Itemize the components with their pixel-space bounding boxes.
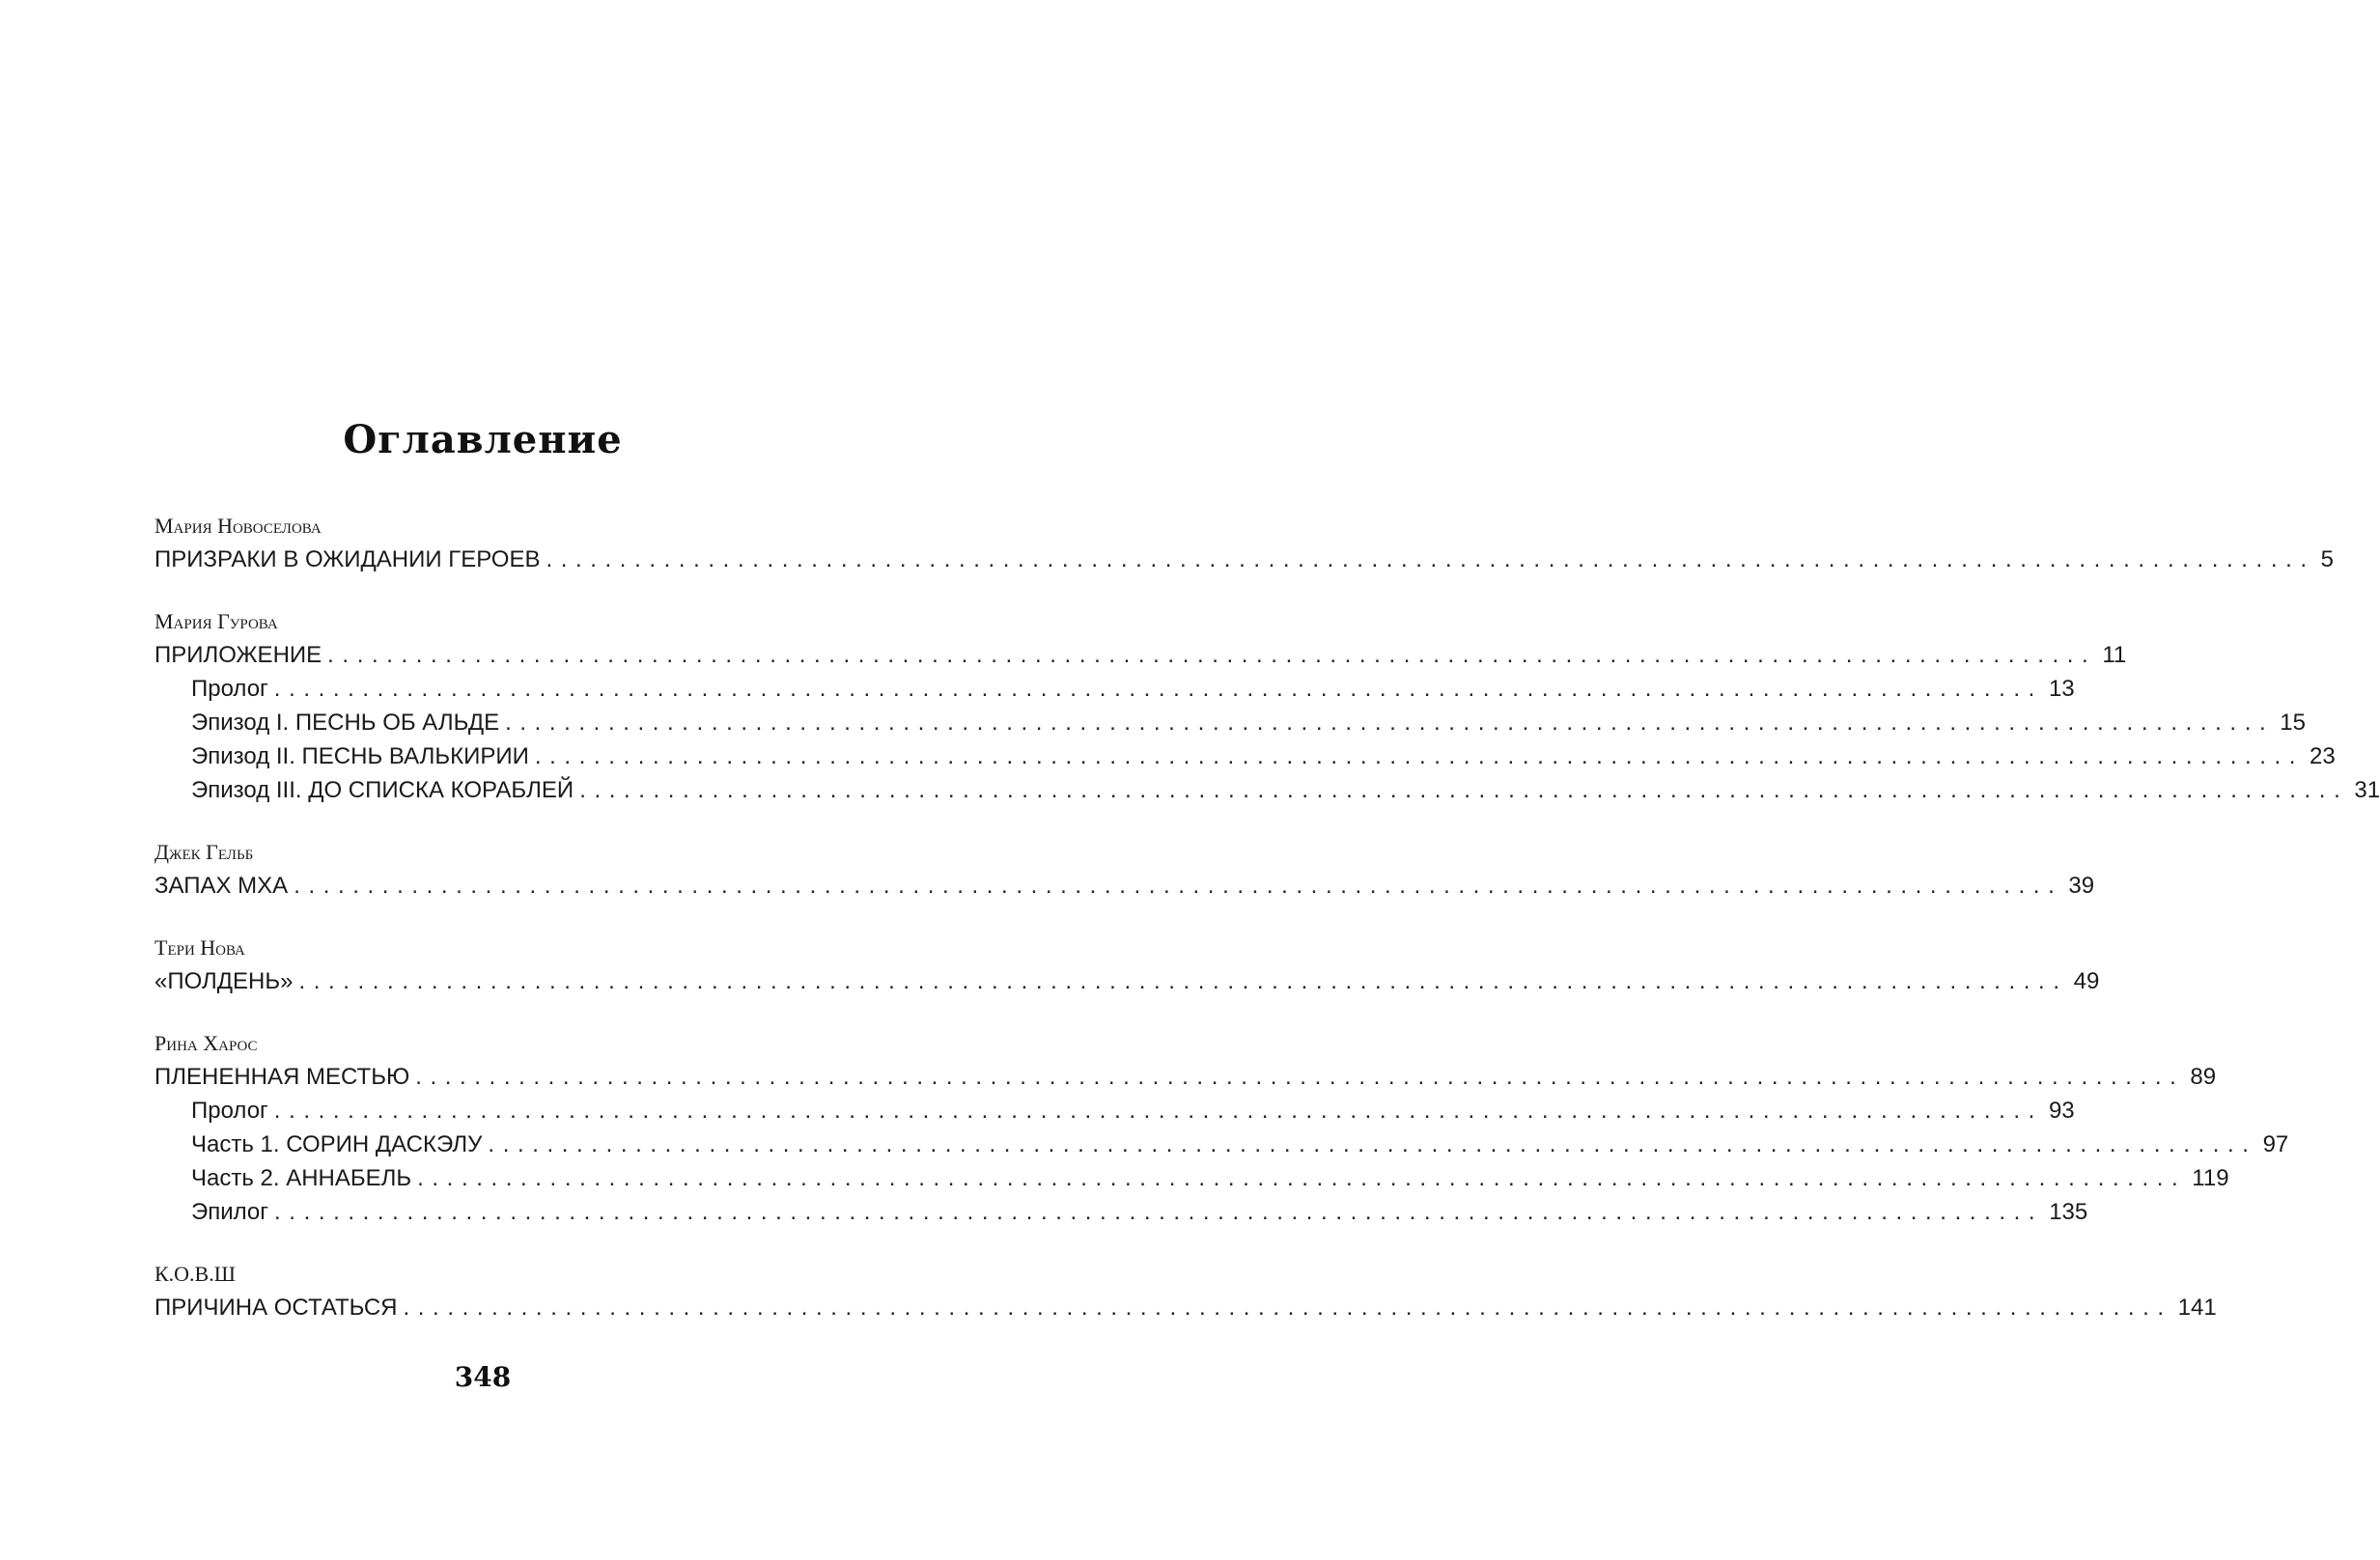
toc-subentry	[154, 706, 2306, 739]
entry-title: ПРИЛОЖЕНИЕ	[154, 642, 322, 668]
entry-title: Часть 1. СОРИН ДАСКЭЛУ	[191, 1131, 483, 1157]
dot-leader: ........................................................................................................................	[273, 676, 2043, 702]
entry-page-number: 119	[2192, 1165, 2229, 1191]
page-number: 348	[454, 1361, 512, 1393]
dot-leader: ........................................................................................................................	[415, 1064, 2185, 1090]
dot-leader: ........................................................................................................................	[488, 1131, 2257, 1157]
entry-title: Пролог	[191, 676, 268, 702]
toc-entry	[154, 1060, 2217, 1094]
entry-title: Пролог	[191, 1098, 268, 1124]
section-author: Тери Нова	[154, 935, 245, 960]
entry-page-number: 89	[2190, 1064, 2217, 1090]
entry-page-number: 5	[2320, 546, 2334, 572]
dot-leader: ........................................................................................................................	[505, 710, 2275, 736]
toc-entry	[154, 869, 2095, 903]
section-author: Мария Гурова	[154, 609, 278, 633]
section-author: К.О.В.Ш	[154, 1262, 236, 1286]
entry-page-number: 135	[2049, 1199, 2088, 1225]
dot-leader: ........................................................................................................................	[403, 1295, 2172, 1321]
section-author: Джек Гельб	[154, 840, 254, 864]
toc-entry	[154, 1291, 2217, 1324]
entry-page-number: 97	[2262, 1131, 2289, 1157]
entry-title: ПЛЕНЕННАЯ МЕСТЬЮ	[154, 1064, 410, 1090]
toc-subentry	[154, 739, 2336, 773]
entry-page-number: 15	[2280, 710, 2306, 736]
entry-page-number: 141	[2177, 1295, 2217, 1321]
dot-leader: ........................................................................................................................	[274, 1199, 2044, 1225]
toc-entry	[154, 543, 2334, 576]
toc-section	[154, 836, 2095, 903]
entry-page-number: 23	[2310, 743, 2336, 769]
toc-subentry	[154, 773, 2380, 807]
toc-section	[154, 510, 2334, 576]
dot-leader: ........................................................................................................................	[579, 777, 2349, 803]
dot-leader: ........................................................................................................................	[294, 873, 2063, 899]
toc-subentry	[154, 672, 2075, 706]
entry-title: «ПОЛДЕНЬ»	[154, 968, 294, 994]
toc-entry	[154, 964, 2100, 998]
entry-page-number: 31	[2354, 777, 2380, 803]
dot-leader: ........................................................................................................................	[534, 743, 2305, 769]
toc-section	[154, 932, 2100, 998]
toc-section	[154, 605, 2380, 807]
toc-subentry	[154, 1128, 2289, 1161]
entry-page-number: 93	[2048, 1098, 2075, 1124]
toc-subentry	[154, 1195, 2088, 1229]
toc-section	[154, 1258, 2217, 1324]
entry-title: Часть 2. АННАБЕЛЬ	[191, 1165, 412, 1191]
table-of-contents	[154, 510, 2380, 1353]
entry-title: ЗАПАХ МХА	[154, 873, 289, 899]
entry-title: Эпилог	[191, 1199, 269, 1225]
entry-title: Эпизод III. ДО СПИСКА КОРАБЛЕЙ	[191, 777, 574, 803]
dot-leader: ........................................................................................................................	[417, 1165, 2187, 1191]
dot-leader: ........................................................................................................................	[546, 546, 2315, 572]
toc-subentry	[154, 1161, 2229, 1195]
toc-entry	[154, 638, 2127, 672]
toc-subentry	[154, 1094, 2075, 1128]
dot-leader: ........................................................................................................................	[327, 642, 2097, 668]
section-author: Мария Новоселова	[154, 514, 322, 538]
section-author: Рина Харос	[154, 1031, 258, 1055]
dot-leader: ........................................................................................................................	[298, 968, 2068, 994]
entry-page-number: 11	[2102, 642, 2127, 668]
entry-title: ПРИЗРАКИ В ОЖИДАНИИ ГЕРОЕВ	[154, 546, 541, 572]
entry-page-number: 39	[2068, 873, 2095, 899]
dot-leader: ........................................................................................................................	[273, 1098, 2043, 1124]
entry-title: Эпизод II. ПЕСНЬ ВАЛЬКИРИИ	[191, 743, 529, 769]
entry-title: ПРИЧИНА ОСТАТЬСЯ	[154, 1295, 398, 1321]
toc-section	[154, 1027, 2289, 1229]
entry-page-number: 49	[2073, 968, 2100, 994]
entry-title: Эпизод I. ПЕСНЬ ОБ АЛЬДЕ	[191, 710, 500, 736]
page-title: Оглавление	[343, 417, 623, 462]
entry-page-number: 13	[2048, 676, 2075, 702]
